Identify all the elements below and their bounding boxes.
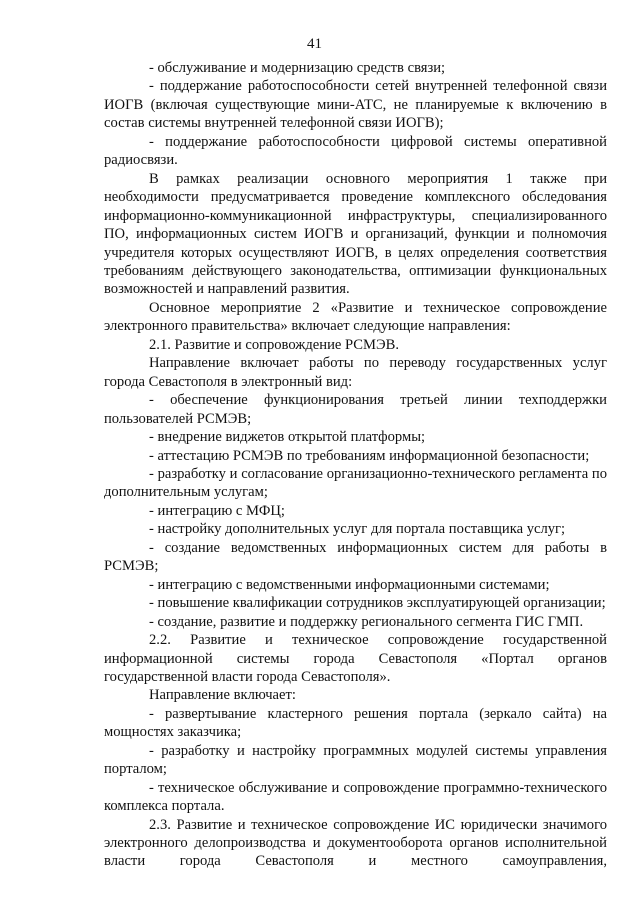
list-item: - поддержание работоспособности сетей внутренней телефонной связи ИОГВ (включая существующие мини-АТС, не планируемые к включению в состав системы внутренней телефонной связи ИОГВ);	[104, 78, 607, 132]
list-item: - интеграцию с ведомственными информационными системами;	[149, 576, 550, 593]
list-item: - разработку и настройку программных модулей системы управления порталом;	[104, 742, 607, 778]
list-item: - развертывание кластерного решения портала (зеркало сайта) на мощностях заказчика;	[104, 705, 607, 741]
section-heading: 2.3. Развитие и техническое сопровождение ИС юридически значимого электронного делопроизводства и документооборота органов исполнительной власти города Севастополя и местного самоуправления,	[104, 816, 607, 870]
page-number: 41	[307, 36, 322, 52]
list-item: - обслуживание и модернизацию средств связи;	[149, 60, 446, 76]
paragraph: Направление включает:	[149, 687, 296, 704]
body-text	[104, 59, 607, 871]
paragraph: Основное мероприятие 2 «Развитие и техническое сопровождение электронного правительства» включает следующие направления:	[104, 299, 607, 335]
list-item: - настройку дополнительных услуг для портала поставщика услуг;	[149, 521, 566, 538]
list-item: - аттестацию РСМЭВ по требованиям информационной безопасности;	[149, 447, 590, 464]
list-item: - разработку и согласование организационно-технического регламента по дополнительным услугам;	[104, 465, 607, 501]
list-item: - создание ведомственных информационных систем для работы в РСМЭВ;	[104, 539, 607, 575]
list-item: - обеспечение функционирования третьей линии техподдержки пользователей РСМЭВ;	[104, 392, 607, 427]
list-item: - внедрение виджетов открытой платформы;	[149, 429, 426, 446]
list-item: - создание, развитие и поддержку регионального сегмента ГИС ГМП.	[149, 613, 584, 630]
list-item: - интеграцию с МФЦ;	[149, 502, 285, 519]
paragraph: В рамках реализации основного мероприятия 1 также при необходимости предусматривается проведение комплексного обследования информационно-коммуникационной инфраструктуры, специализированного ПО, информационных систем ИОГВ и организаций, функции и полномочия учредителя которых осуществляют ИОГВ, в целях определения соответствия требованиям действующего законодательства, оптимизации функциональных возможностей и направлений развития.	[104, 170, 607, 298]
paragraph: Направление включает работы по переводу государственных услуг города Севастополя в электронный вид:	[104, 355, 607, 390]
section-heading: 2.1. Развитие и сопровождение РСМЭВ.	[149, 336, 400, 353]
list-item: - повышение квалификации сотрудников эксплуатирующей организации;	[149, 595, 606, 612]
list-item: - поддержание работоспособности цифровой системы оперативной радиосвязи.	[104, 133, 607, 169]
list-item: - техническое обслуживание и сопровождение программно-технического комплекса портала.	[104, 779, 607, 815]
section-heading: 2.2. Развитие и техническое сопровождение государственной информационной системы города Севастополя «Портал органов государственной власти города Севастополя».	[104, 632, 607, 685]
